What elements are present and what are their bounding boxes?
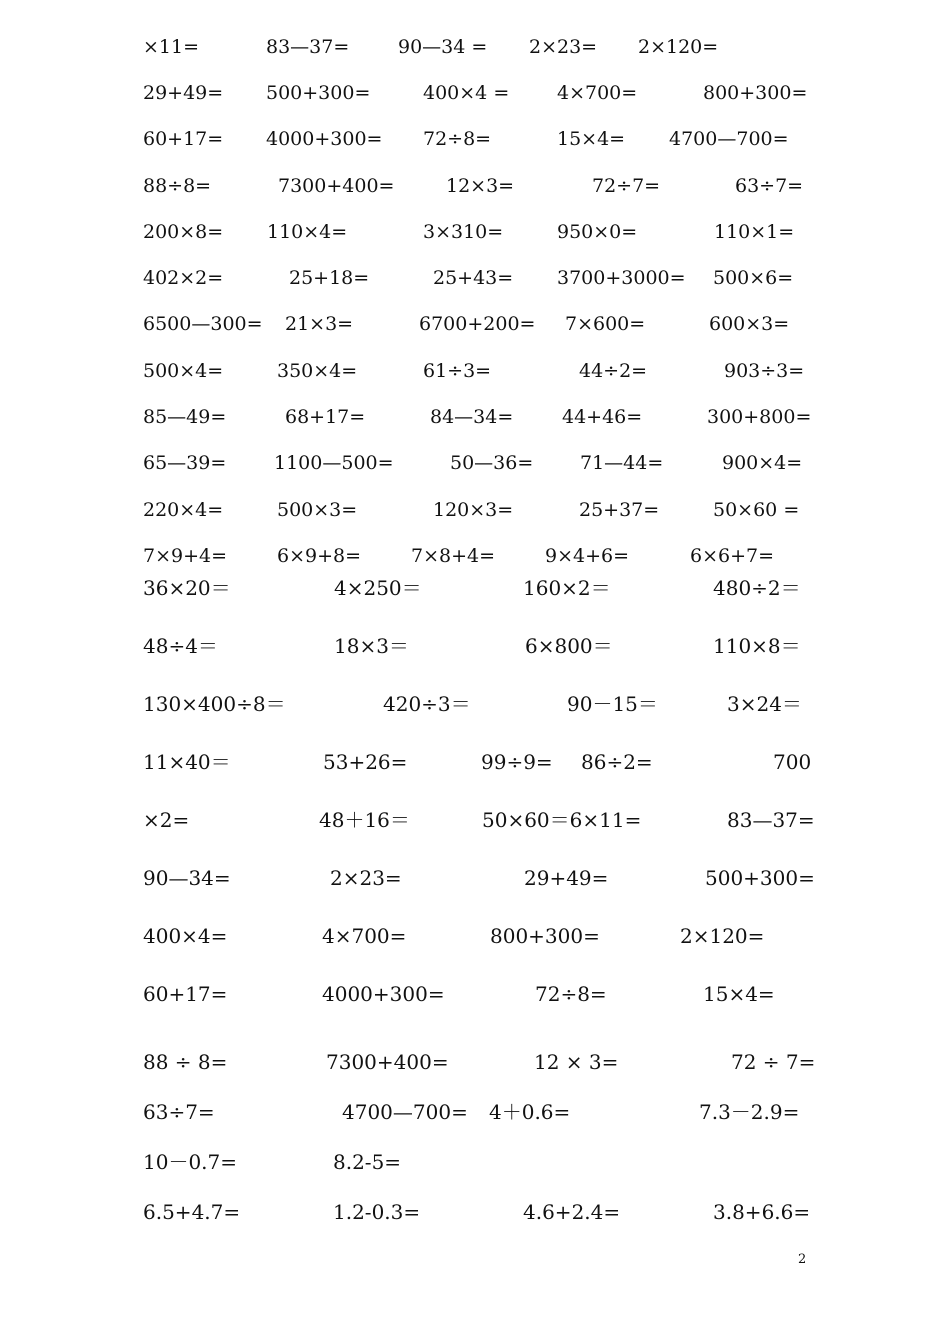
problem: 2×23= <box>529 36 598 58</box>
problem: 6.5+4.7= <box>143 1200 241 1224</box>
problem: 6×9+8= <box>277 545 362 567</box>
problem: 6×800＝ <box>525 634 613 658</box>
problem: 61÷3= <box>423 360 492 382</box>
problem: 9×4+6= <box>545 545 630 567</box>
problem: 53+26= <box>323 750 408 774</box>
problem: 68+17= <box>285 406 366 428</box>
problem: 60+17= <box>143 982 228 1006</box>
problem: 83—37= <box>727 808 815 832</box>
problem: 500+300= <box>705 866 815 890</box>
problem: 11×40＝ <box>143 750 231 774</box>
problem: 90—34= <box>143 866 231 890</box>
problem: 48÷4＝ <box>143 634 218 658</box>
problem: 600×3= <box>709 313 790 335</box>
problem: 25+18= <box>289 267 370 289</box>
problem: 500×6= <box>713 267 794 289</box>
problem: 2×120= <box>680 924 765 948</box>
problem: 4000+300= <box>322 982 445 1006</box>
problem: 4×700= <box>557 82 638 104</box>
problem: 500×4= <box>143 360 224 382</box>
problem: 8.2-5= <box>333 1150 402 1174</box>
problem: 3.8+6.6= <box>713 1200 811 1224</box>
problem: 4×250＝ <box>334 576 422 600</box>
problem: 3×310= <box>423 221 504 243</box>
problem: 63÷7= <box>143 1100 215 1124</box>
problem: 6700+200= <box>419 313 536 335</box>
problem: 4000+300= <box>266 128 383 150</box>
problem: 84—34= <box>430 406 514 428</box>
problem: 300+800= <box>707 406 812 428</box>
problem: 800+300= <box>490 924 600 948</box>
problem: 3700+3000= <box>557 267 686 289</box>
problem: 15×4= <box>703 982 775 1006</box>
problem: 4700—700= <box>342 1100 468 1124</box>
problem: 29+49= <box>524 866 609 890</box>
problem: 7×600= <box>565 313 646 335</box>
problem: 10－0.7= <box>143 1150 238 1174</box>
problem: 4700—700= <box>669 128 789 150</box>
problem: 400×4= <box>143 924 228 948</box>
problem: ×11= <box>143 36 200 58</box>
problem: 200×8= <box>143 221 224 243</box>
problem: 86÷2= <box>581 750 653 774</box>
problem: 36×20＝ <box>143 576 231 600</box>
problem: 2×23= <box>330 866 402 890</box>
problem: 130×400÷8＝ <box>143 692 286 716</box>
problem: 50×60＝6×11= <box>482 808 642 832</box>
problem: 120×3= <box>433 499 514 521</box>
problem: 4×700= <box>322 924 407 948</box>
problem: 50×60 = <box>713 499 800 521</box>
problem: 71—44= <box>580 452 664 474</box>
problem: 7300+400= <box>326 1050 449 1074</box>
problem: 900×4= <box>722 452 803 474</box>
problem: 12 × 3= <box>534 1050 619 1074</box>
problem: 7300+400= <box>278 175 395 197</box>
problem: 72÷8= <box>535 982 607 1006</box>
problem: 90－15＝ <box>567 692 658 716</box>
problem: 85—49= <box>143 406 227 428</box>
problem: 12×3= <box>446 175 515 197</box>
problem: 350×4= <box>277 360 358 382</box>
problem: 7×9+4= <box>143 545 228 567</box>
problem: 90—34 = <box>398 36 488 58</box>
problem: 110×8＝ <box>713 634 801 658</box>
problem: 6500—300= <box>143 313 263 335</box>
problem: 160×2＝ <box>523 576 611 600</box>
problem: 65—39= <box>143 452 227 474</box>
problem: 60+17= <box>143 128 224 150</box>
problem: 18×3＝ <box>334 634 409 658</box>
problem: 420÷3＝ <box>383 692 471 716</box>
problem: 48＋16＝ <box>319 808 410 832</box>
problem: 903÷3= <box>724 360 805 382</box>
problem: 950×0= <box>557 221 638 243</box>
problem: 6×6+7= <box>690 545 775 567</box>
problem: 88÷8= <box>143 175 212 197</box>
problem: 400×4 = <box>423 82 510 104</box>
problem: 83—37= <box>266 36 350 58</box>
page-number: 2 <box>798 1252 807 1267</box>
problem: 25+43= <box>433 267 514 289</box>
problem: 700 <box>773 750 812 774</box>
problem: 50—36= <box>450 452 534 474</box>
problem: 402×2= <box>143 267 224 289</box>
problem: 500+300= <box>266 82 371 104</box>
problem: 99÷9= <box>481 750 553 774</box>
problem: 110×4= <box>267 221 348 243</box>
problem: 220×4= <box>143 499 224 521</box>
problem: 1100—500= <box>274 452 394 474</box>
problem: 110×1= <box>714 221 795 243</box>
problem: 7×8+4= <box>411 545 496 567</box>
problem: 72÷7= <box>592 175 661 197</box>
problem: 44+46= <box>562 406 643 428</box>
problem: 4.6+2.4= <box>523 1200 621 1224</box>
problem: 88 ÷ 8= <box>143 1050 228 1074</box>
problem: 4＋0.6= <box>489 1100 571 1124</box>
problem: 3×24＝ <box>727 692 802 716</box>
problem: 72 ÷ 7= <box>731 1050 816 1074</box>
problem: 15×4= <box>557 128 626 150</box>
problem: ×2= <box>143 808 190 832</box>
problem: 480÷2＝ <box>713 576 801 600</box>
problem: 25+37= <box>579 499 660 521</box>
problem: 2×120= <box>638 36 719 58</box>
problem: 63÷7= <box>735 175 804 197</box>
problem: 29+49= <box>143 82 224 104</box>
problem: 44÷2= <box>579 360 648 382</box>
problem: 500×3= <box>277 499 358 521</box>
problem: 21×3= <box>285 313 354 335</box>
problem: 7.3－2.9= <box>699 1100 800 1124</box>
problem: 800+300= <box>703 82 808 104</box>
problem: 1.2-0.3= <box>333 1200 421 1224</box>
problem: 72÷8= <box>423 128 492 150</box>
